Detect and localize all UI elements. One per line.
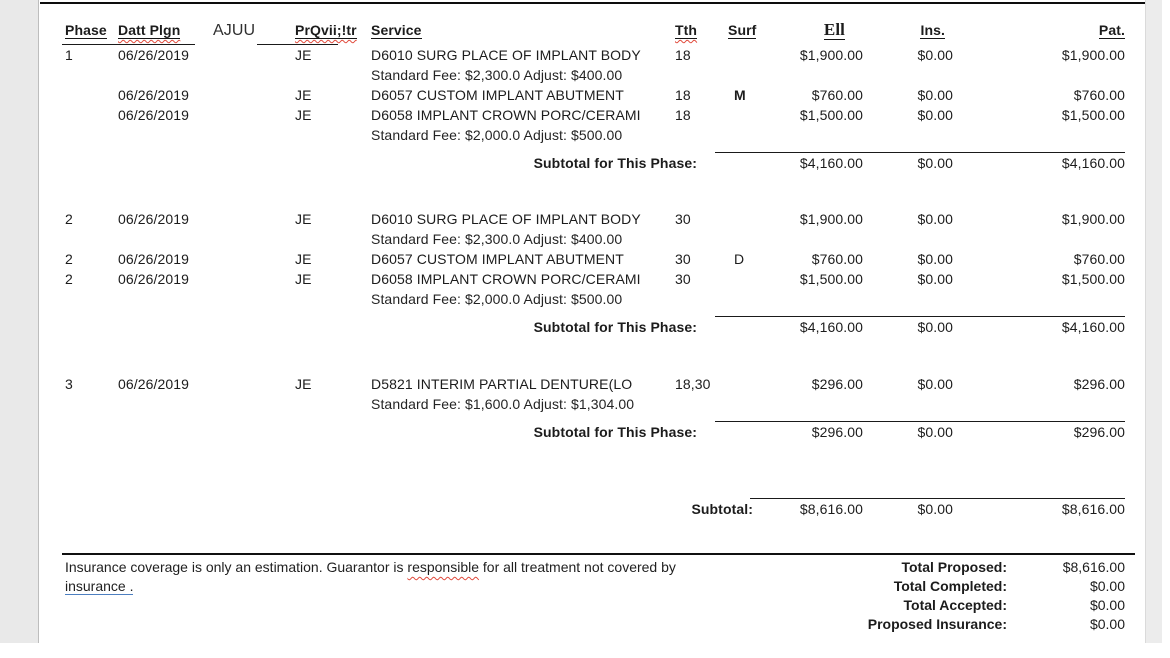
standard-fee-note: Standard Fee: $2,000.0 Adjust: $500.00 [371, 127, 623, 143]
phase-cell: 2 [65, 271, 73, 287]
fee-cell: $1,500.00 [799, 271, 863, 287]
insurance-cell: $0.00 [917, 376, 953, 392]
provider-cell: JE [295, 251, 312, 267]
subtotal-fee-cell: $4,160.00 [799, 155, 863, 171]
phase-subtotal-row [65, 422, 1125, 442]
patient-cell: $1,900.00 [1061, 47, 1125, 63]
total-proposed-row [785, 558, 1125, 577]
fee-cell: $296.00 [811, 376, 863, 392]
tooth-cell: 18,30 [675, 376, 711, 392]
total-completed-value: $0.00 [1089, 578, 1125, 594]
subtotal-insurance-cell: $0.00 [917, 424, 953, 440]
insurance-underlined-text: insurance . [65, 578, 134, 594]
col-header-phase [65, 20, 118, 41]
grand-subtotal-insurance-cell: $0.00 [917, 501, 953, 517]
date-cell: 06/26/2019 [118, 376, 190, 392]
service-cell: D6058 IMPLANT CROWN PORC/CERAMI [371, 107, 641, 123]
header-underline-left [62, 44, 195, 45]
table-row [65, 249, 1125, 269]
total-accepted-label: Total Accepted: [903, 597, 1007, 613]
provider-cell: JE [295, 271, 312, 287]
tooth-cell: 18 [675, 107, 691, 123]
standard-fee-note: Standard Fee: $2,300.0 Adjust: $400.00 [371, 67, 623, 83]
standard-fee-note: Standard Fee: $1,600.0 Adjust: $1,304.00 [371, 396, 635, 412]
provider-cell: JE [295, 87, 312, 103]
top-rule [40, 2, 1145, 4]
insurance-cell: $0.00 [917, 107, 953, 123]
fee-note-row [65, 394, 1125, 414]
phase-cell: 2 [65, 211, 73, 227]
insurance-cell: $0.00 [917, 47, 953, 63]
table-row [65, 209, 1125, 229]
surface-header-label: Surf [728, 22, 757, 38]
grand-subtotal-fee-cell: $8,616.00 [799, 501, 863, 517]
grand-subtotal-block [65, 498, 1125, 519]
tooth-cell: 30 [675, 211, 691, 227]
phase-cell: 3 [65, 376, 73, 392]
disclaimer-misspelled-word: responsible [407, 559, 480, 575]
page-left-margin [0, 0, 39, 643]
subtotal-patient-cell: $4,160.00 [1061, 155, 1125, 171]
date-cell: 06/26/2019 [118, 251, 190, 267]
provider-cell: JE [295, 107, 312, 123]
date-header-label: Datt Plgn [118, 22, 181, 38]
patient-cell: $296.00 [1073, 376, 1125, 392]
header-underline-provider [257, 44, 338, 45]
subtotal-insurance-cell: $0.00 [917, 319, 953, 335]
tooth-cell: 30 [675, 271, 691, 287]
service-cell: D6057 CUSTOM IMPLANT ABUTMENT [371, 87, 624, 103]
disclaimer-text: for all treatment not covered by [479, 559, 676, 575]
fee-cell: $1,900.00 [799, 47, 863, 63]
table-row [65, 269, 1125, 289]
col-header-insurance [863, 20, 953, 41]
fee-note-row [65, 125, 1125, 145]
patient-cell: $1,500.00 [1061, 107, 1125, 123]
grand-subtotal-patient-cell: $8,616.00 [1061, 501, 1125, 517]
phase-subtotal-row [65, 153, 1125, 173]
footer-section [65, 558, 1125, 634]
tooth-cell: 30 [675, 251, 691, 267]
provider-cell: JE [295, 376, 312, 392]
provider-header-label: PrQvii;!tr [295, 22, 357, 38]
col-header-ajuu [213, 20, 295, 41]
totals-summary [785, 558, 1125, 634]
fee-note-row [65, 65, 1125, 85]
fee-cell: $760.00 [811, 87, 863, 103]
ajuu-header-label: AJUU [213, 22, 256, 39]
service-cell: D6010 SURG PLACE OF IMPLANT BODY [371, 211, 641, 227]
date-cell: 06/26/2019 [118, 107, 190, 123]
service-cell: D6057 CUSTOM IMPLANT ABUTMENT [371, 251, 624, 267]
surface-cell: M [734, 87, 746, 103]
total-proposed-label: Total Proposed: [901, 559, 1007, 575]
patient-cell: $1,900.00 [1061, 211, 1125, 227]
table-header [65, 20, 1125, 40]
fee-note-row [65, 289, 1125, 309]
service-header-label: Service [371, 22, 422, 38]
proposed-insurance-row [785, 615, 1125, 634]
table-row [65, 374, 1125, 394]
col-header-provider [295, 20, 371, 41]
tooth-cell: 18 [675, 87, 691, 103]
table-row [65, 105, 1125, 125]
phase-header-label: Phase [65, 22, 107, 38]
date-cell: 06/26/2019 [118, 211, 190, 227]
phase-cell: 2 [65, 251, 73, 267]
total-proposed-value: $8,616.00 [1062, 559, 1125, 575]
total-accepted-row [785, 596, 1125, 615]
col-header-surface [728, 20, 773, 41]
phase-2-block [65, 209, 1125, 337]
patient-cell: $760.00 [1073, 87, 1125, 103]
standard-fee-note: Standard Fee: $2,000.0 Adjust: $500.00 [371, 291, 623, 307]
service-cell: D6010 SURG PLACE OF IMPLANT BODY [371, 47, 641, 63]
standard-fee-note: Standard Fee: $2,300.0 Adjust: $400.00 [371, 231, 623, 247]
phase-subtotal-label: Subtotal for This Phase: [533, 424, 697, 440]
insurance-header-label: Ins. [920, 22, 945, 38]
phase-cell: 1 [65, 47, 73, 63]
fee-cell: $760.00 [811, 251, 863, 267]
col-header-patient [953, 20, 1125, 41]
patient-cell: $760.00 [1073, 251, 1125, 267]
date-cell: 06/26/2019 [118, 271, 190, 287]
grand-subtotal-row [65, 499, 1125, 519]
service-cell: D6058 IMPLANT CROWN PORC/CERAMI [371, 271, 641, 287]
insurance-cell: $0.00 [917, 87, 953, 103]
subtotal-patient-cell: $296.00 [1073, 424, 1125, 440]
col-header-tooth [675, 20, 728, 41]
patient-cell: $1,500.00 [1061, 271, 1125, 287]
proposed-insurance-label: Proposed Insurance: [867, 616, 1007, 632]
scrollbar-track[interactable] [1145, 0, 1162, 643]
subtotal-patient-cell: $4,160.00 [1061, 319, 1125, 335]
insurance-cell: $0.00 [917, 211, 953, 227]
insurance-cell: $0.00 [917, 271, 953, 287]
total-accepted-value: $0.00 [1089, 597, 1125, 613]
subtotal-fee-cell: $296.00 [811, 424, 863, 440]
date-cell: 06/26/2019 [118, 47, 190, 63]
subtotal-insurance-cell: $0.00 [917, 155, 953, 171]
total-completed-label: Total Completed: [893, 578, 1007, 594]
grand-subtotal-label: Subtotal: [691, 501, 753, 517]
treatment-plan-page [40, 0, 1145, 643]
tooth-cell: 18 [675, 47, 691, 63]
phase-subtotal-label: Subtotal for This Phase: [533, 319, 697, 335]
insurance-disclaimer [65, 558, 765, 634]
provider-cell: JE [295, 47, 312, 63]
patient-header-label: Pat. [1098, 22, 1125, 38]
col-header-service [371, 20, 675, 41]
phase-3-block [65, 374, 1125, 442]
phase-subtotal-label: Subtotal for This Phase: [533, 155, 697, 171]
surface-cell: D [734, 251, 745, 267]
service-cell: D5821 INTERIM PARTIAL DENTURE(LO [371, 376, 633, 392]
phase-subtotal-row [65, 317, 1125, 337]
phase-1-block [65, 45, 1125, 173]
fee-note-row [65, 229, 1125, 249]
tooth-header-label: Tth [675, 22, 698, 38]
table-row [65, 45, 1125, 65]
insurance-cell: $0.00 [917, 251, 953, 267]
proposed-insurance-value: $0.00 [1089, 616, 1125, 632]
col-header-fee [773, 20, 863, 41]
fee-header-label: Ell [823, 20, 845, 39]
fee-cell: $1,500.00 [799, 107, 863, 123]
disclaimer-text: Insurance coverage is only an estimation. Guarantor is [65, 559, 408, 575]
date-cell: 06/26/2019 [118, 87, 190, 103]
total-completed-row [785, 577, 1125, 596]
fee-cell: $1,900.00 [799, 211, 863, 227]
provider-cell: JE [295, 211, 312, 227]
subtotal-fee-cell: $4,160.00 [799, 319, 863, 335]
table-row [65, 85, 1125, 105]
col-header-date [118, 20, 213, 41]
footer-rule [62, 553, 1135, 555]
